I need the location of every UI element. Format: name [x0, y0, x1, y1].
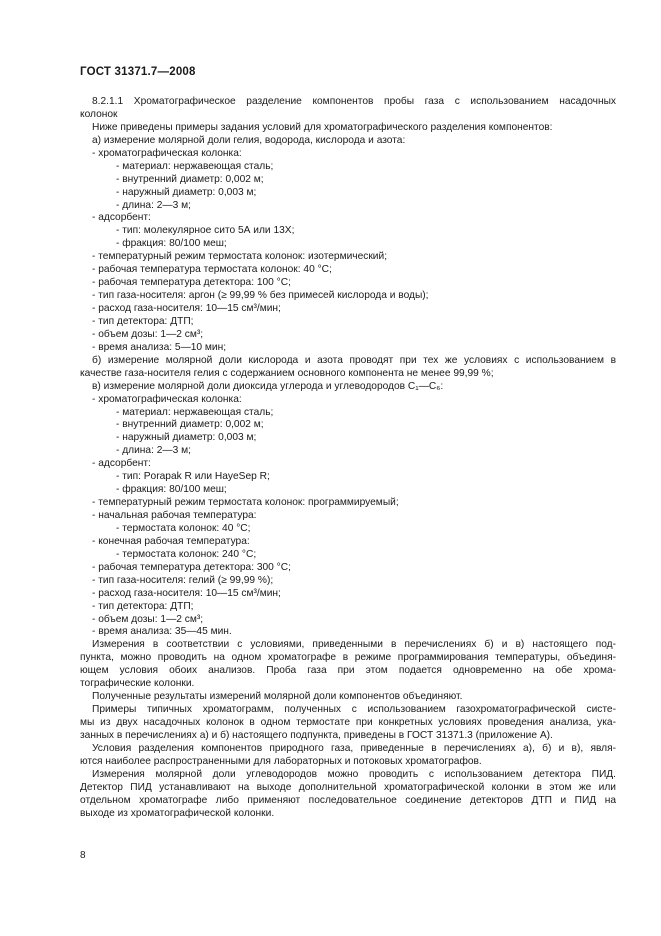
text-line: б) измерение молярной доли кислорода и азота проводят при тех же условиях с использованием в [92, 354, 616, 366]
text-line: отдельном хроматографе либо применяют последовательное соединение детекторов ДТП и ПИД на [80, 794, 616, 806]
text-line: - адсорбент: [92, 458, 151, 470]
text-line: занных в перечислениях а) и б) настоящего подпункта, приведены в ГОСТ 31371.3 (приложение А). [80, 729, 553, 741]
text-line: - рабочая температура детектора: 100 °С; [92, 277, 291, 289]
text-line: - начальная рабочая температура: [92, 510, 257, 521]
text-line: - тип газа-носителя: аргон (≥ 99,99 % без примесей кислорода и воды); [92, 290, 429, 302]
text-line: Примеры типичных хроматограмм, полученных с использованием газохроматографической систе- [92, 704, 616, 716]
document-body [80, 96, 616, 821]
text-line: Ниже приведены примеры задания условий для хроматографического разделения компонентов: [92, 121, 553, 133]
text-line: - длина: 2—3 м; [116, 445, 191, 457]
text-line: тографические колонки. [80, 678, 195, 690]
text-line: - конечная рабочая температура: [92, 535, 250, 547]
text-line: - материал: нержавеющая сталь; [116, 406, 274, 418]
text-line: - объем дозы: 1—2 см³; [92, 613, 204, 625]
text-line: - рабочая температура детектора: 300 °С; [92, 561, 291, 573]
text-line: - термостата колонок: 40 °С; [116, 522, 251, 534]
text-line: Детектор ПИД устанавливают на выходе дополнительной хроматографической колонки в этом же или [80, 781, 616, 793]
text-line: Измерения молярной доли углеводородов можно проводить с использованием детектора ПИД. [92, 768, 616, 780]
text-line: - расход газа-носителя: 10—15 см³/мин; [92, 587, 281, 599]
text-line: пункта, можно проводить на одном хроматографе в режиме программирования температуры, объединя- [80, 652, 616, 664]
text-line: - температурный режим термостата колонок: программируемый; [92, 497, 399, 509]
text-line: - хроматографическая колонка: [92, 393, 242, 405]
text-line: мы из двух насадочных колонок в одном термостате при конкретных условиях проведения анализа, ука- [80, 717, 616, 728]
text-line: - внутренний диаметр: 0,002 м; [116, 173, 264, 185]
text-line: 8.2.1.1 Хроматографическое разделение компонентов пробы газа с использованием насадочных [92, 96, 616, 107]
text-line: - рабочая температура термостата колонок: 40 °С; [92, 264, 332, 276]
document-header: ГОСТ 31371.7—2008 [80, 66, 196, 78]
text-line: - фракция: 80/100 меш; [116, 484, 227, 496]
text-line: - тип газа-носителя: гелий (≥ 99,99 %); [92, 574, 274, 586]
text-line: - время анализа: 5—10 мин; [92, 341, 227, 353]
text-line: колонок [80, 108, 118, 120]
text-line: - внутренний диаметр: 0,002 м; [116, 419, 264, 431]
text-line: качестве газа-носителя гелия с содержанием основного компонента не менее 99,99 %; [80, 367, 494, 379]
text-line: - материал: нержавеющая сталь; [116, 160, 274, 172]
text-line: - тип: Porapak R или HayeSep R; [116, 471, 270, 483]
text-line: - длина: 2—3 м; [116, 199, 191, 211]
text-line: - объем дозы: 1—2 см³; [92, 328, 204, 340]
page-number: 8 [80, 850, 86, 861]
text-line: - время анализа: 35—45 мин. [92, 626, 232, 638]
text-line: ются наиболее распространенными для лабораторных и потоковых хроматографов. [80, 755, 482, 767]
text-line: - наружный диаметр: 0,003 м; [116, 186, 257, 198]
text-line: - тип детектора: ДТП; [92, 600, 194, 612]
text-line: - адсорбент: [92, 212, 151, 224]
text-line: - наружный диаметр: 0,003 м; [116, 432, 257, 444]
text-line: - тип: молекулярное сито 5А или 13Х; [116, 225, 295, 237]
text-line: Измерения в соответствии с условиями, приведенными в перечислениях б) и в) настоящего под- [92, 639, 616, 651]
text-line: - термостата колонок: 240 °С; [116, 548, 257, 560]
text-line: в) измерение молярной доли диоксида углерода и углеводородов С₁—С₆: [92, 380, 444, 392]
text-line: Полученные результаты измерений молярной доли компонентов объединяют. [92, 691, 463, 703]
text-line: - тип детектора: ДТП; [92, 315, 194, 327]
text-line: Условия разделения компонентов природного газа, приведенные в перечислениях а), б) и в), явля- [92, 742, 616, 754]
text-line: выходе из хроматографической колонки. [80, 807, 275, 819]
text-line: ющем условия обоих анализов. Проба газа при этом подается одновременно на обе хрома- [80, 665, 616, 677]
text-line: - расход газа-носителя: 10—15 см³/мин; [92, 303, 281, 314]
text-line: - хроматографическая колонка: [92, 147, 242, 159]
text-line: - фракция: 80/100 меш; [116, 238, 227, 250]
text-line: а) измерение молярной доли гелия, водорода, кислорода и азота: [92, 134, 406, 146]
text-line: - температурный режим термостата колонок: изотермический; [92, 251, 388, 263]
